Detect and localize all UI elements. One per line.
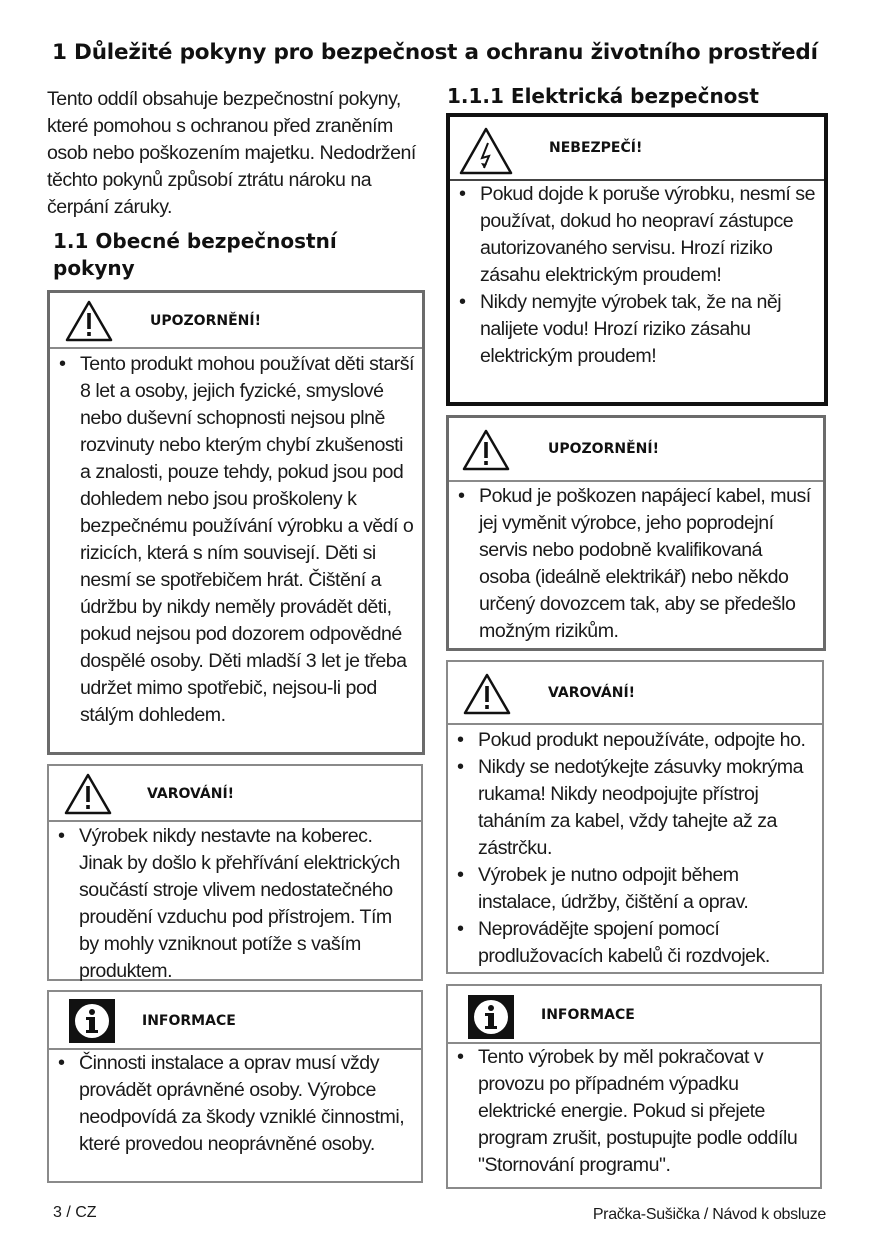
box-header bbox=[450, 117, 824, 181]
box-label: NEBEZPEČÍ! bbox=[549, 140, 643, 156]
warning-triangle-icon bbox=[462, 672, 512, 716]
list-item: • Neprovádějte spojení pomocí prodlužovacích kabelů či rozdvojek. bbox=[452, 916, 818, 970]
list-item: • Tento výrobek by měl pokračovat v provozu po případném výpadku elektrické energie. Pokud si přejete program zrušit, postupujte podle oddílu "Stornování programu". bbox=[452, 1044, 812, 1179]
page-title: 1 Důležité pokyny pro bezpečnost a ochranu životního prostředí bbox=[52, 40, 818, 65]
list-item: • Nikdy se nedotýkejte zásuvky mokrýma rukama! Nikdy neodpojujte přístroj taháním za kabel, vždy tahejte až za zástrčku. bbox=[452, 754, 818, 862]
list-item: • Pokud dojde k poruše výrobku, nesmí se používat, dokud ho neopraví zástupce autorizovaného servisu. Hrozí riziko zásahu elektrickým proudem! bbox=[454, 181, 816, 289]
info-icon bbox=[468, 995, 514, 1039]
page-number: 3 / CZ bbox=[53, 1204, 97, 1221]
box-header bbox=[449, 418, 823, 482]
box-body bbox=[448, 725, 822, 970]
caution-box bbox=[446, 415, 826, 651]
list-item: • Pokud je poškozen napájecí kabel, musí jej vyměnit výrobce, jeho poprodejní servis nebo podobně kvalifikovaná osoba (ideálně elektrikář) nebo někdo určený dovozcem tak, aby se předešlo možným rizikům. bbox=[453, 483, 815, 645]
box-body bbox=[450, 181, 824, 370]
box-body bbox=[49, 1050, 421, 1158]
section-heading-general: 1.1 Obecné bezpečnostní pokyny bbox=[53, 229, 337, 280]
box-label: UPOZORNĚNÍ! bbox=[150, 313, 261, 329]
list-item: • Tento produkt mohou používat děti starší 8 let a osoby, jejich fyzické, smyslové nebo duševní schopnosti nejsou plně rozvinuty nebo kterým chybí zkušenosti a znalosti, pouze tehdy, pokud jsou pod dohledem nebo jsou proškoleny k bezpečnému používání výrobku a vědí o rizicích, která s ním souvisejí. Děti si nesmí se spotřebičem hrát. Čištění a údržbu by nikdy neměly provádět děti, pokud nejsou pod dozorem odpovědné dospělé osoby. Děti mladší 3 let je třeba udržet mimo spotřebič, nejsou-li pod stálým dohledem. bbox=[54, 351, 414, 729]
electric-hazard-icon bbox=[458, 126, 514, 176]
document-title: Pračka-Sušička / Návod k obsluze bbox=[592, 1206, 826, 1223]
information-box bbox=[446, 984, 822, 1189]
information-box bbox=[47, 990, 423, 1183]
box-label: VAROVÁNÍ! bbox=[147, 786, 235, 802]
box-header bbox=[49, 992, 421, 1050]
warning-box bbox=[47, 764, 423, 981]
box-label: INFORMACE bbox=[541, 1007, 635, 1023]
list-item: • Výrobek nikdy nestavte na koberec. Jinak by došlo k přehřívání elektrických součástí stroje vlivem nedostatečného proudění vzduchu pod přístrojem. Tím by mohly vzniknout potíže s vaším produktem. bbox=[53, 823, 413, 985]
danger-box bbox=[446, 113, 828, 406]
intro-paragraph: Tento oddíl obsahuje bezpečnostní pokyny, které pomohou s ochranou před zraněním osob nebo poškozením majetku. Nedodržení těchto pokynů způsobí ztrátu nároku na čerpání záruky. bbox=[47, 88, 416, 218]
box-label: VAROVÁNÍ! bbox=[548, 685, 636, 701]
box-body bbox=[449, 482, 823, 645]
warning-triangle-icon bbox=[461, 428, 511, 472]
box-header bbox=[448, 986, 820, 1044]
caution-box bbox=[47, 290, 425, 755]
box-header bbox=[49, 766, 421, 822]
warning-box bbox=[446, 660, 824, 974]
list-item: • Nikdy nemyjte výrobek tak, že na něj nalijete vodu! Hrozí riziko zásahu elektrickým proudem! bbox=[454, 289, 816, 370]
box-label: INFORMACE bbox=[142, 1013, 236, 1029]
box-header bbox=[448, 662, 822, 725]
box-body bbox=[49, 822, 421, 985]
box-header bbox=[50, 293, 422, 349]
list-item: • Pokud produkt nepoužíváte, odpojte ho. bbox=[452, 727, 818, 754]
warning-triangle-icon bbox=[64, 299, 114, 343]
box-body bbox=[50, 349, 422, 729]
box-label: UPOZORNĚNÍ! bbox=[548, 441, 659, 457]
warning-triangle-icon bbox=[63, 772, 113, 816]
box-body bbox=[448, 1044, 820, 1179]
list-item: • Výrobek je nutno odpojit během instalace, údržby, čištění a oprav. bbox=[452, 862, 818, 916]
info-icon bbox=[69, 999, 115, 1043]
section-heading-electrical: 1.1.1 Elektrická bezpečnost bbox=[447, 84, 759, 108]
list-item: • Činnosti instalace a oprav musí vždy provádět oprávněné osoby. Výrobce neodpovídá za škody vzniklé činnostmi, které provedou neoprávněné osoby. bbox=[53, 1050, 413, 1158]
